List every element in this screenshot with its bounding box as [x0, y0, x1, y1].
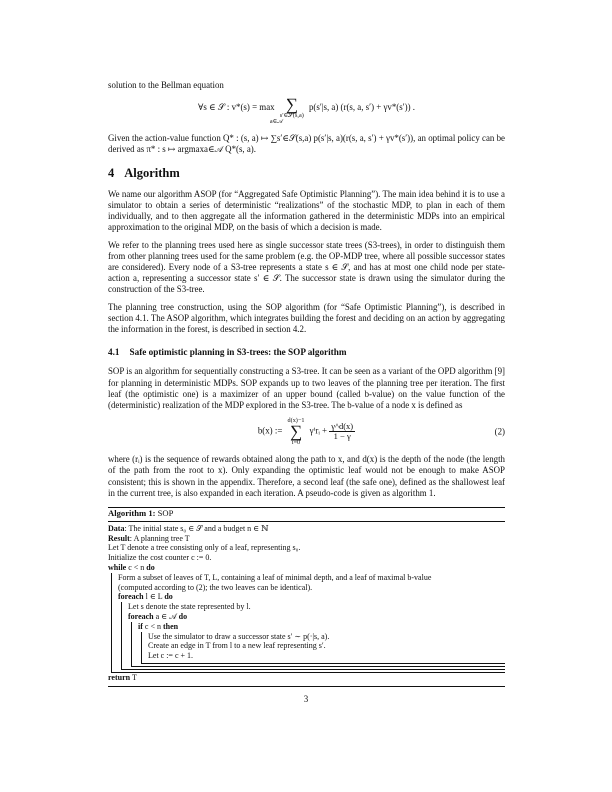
eq-sum-sup: d(x)−1 — [287, 417, 305, 425]
algo-text: : A planning tree T — [129, 533, 190, 543]
algo-keyword: Result — [108, 533, 130, 543]
algo-result-line — [108, 534, 505, 544]
eq-frac-den: 1 − γ — [333, 431, 351, 442]
algo-text: a ∈ 𝒜 — [155, 612, 177, 622]
algo-line: Use the simulator to draw a successor state s′ ∼ p(·|s, a). — [148, 631, 330, 641]
bvalue-equation — [108, 417, 505, 446]
algo-line: Let T denote a tree consisting only of a leaf, representing s₀. — [108, 543, 301, 553]
subsection-heading — [108, 347, 505, 358]
algo-keyword: do — [164, 592, 173, 602]
sum-symbol: ∑ — [285, 95, 298, 115]
algo-keyword: foreach — [118, 592, 144, 602]
eq-sum-sub: i=0 — [291, 439, 301, 447]
intro-line: solution to the Bellman equation — [108, 80, 224, 90]
algo-foreach-line — [128, 612, 505, 622]
algorithm-box — [108, 507, 505, 687]
section-heading — [108, 165, 505, 180]
algo-keyword: Data — [108, 523, 125, 533]
algo-line: Let s denote the state represented by l. — [128, 602, 251, 612]
algo-line: Form a subset of leaves of T, L, containing a leaf of minimal depth, and a leaf of maximal b-value — [118, 572, 432, 582]
eq-frac-num: γ^d(x) — [331, 421, 354, 432]
algo-while-line — [108, 563, 505, 573]
section-paragraph: We refer to the planning trees used here as single successor state trees (S3-trees), in order to distinguish them from other planning trees used for the same problem (e.g. the OP-MDP tree, where all possible successor states are considered). Every node of a S3-tree represents a state s ∈ 𝒮, and has at most one child node per state-action a, representing a successor state s′ ∈ 𝒮. The successor state is drawn using the simulator during the construction of the S3-tree. — [108, 239, 505, 295]
if-block — [141, 632, 505, 664]
section-paragraph: We name our algorithm ASOP (for “Aggregated Safe Optimistic Planning”). The main idea behind it is to use a simulator to obtain a series of deterministic “realizations” of the stochastic MDP, to plan in each of them individually, and to then aggregate all the information gathered in the deterministic MDPs into an empirical approximation to the original MDP, on the basis of which a decision is made. — [108, 188, 505, 233]
algorithm-title — [108, 508, 505, 522]
algo-keyword: if — [138, 621, 143, 631]
algo-keyword: do — [178, 612, 188, 622]
algo-text: T — [131, 673, 137, 683]
bellman-rhs: p(s′|s, a) (r(s, a, s′) + γv*(s′)) . — [308, 102, 415, 113]
bellman-max-sub: a∈𝒜 — [269, 118, 284, 126]
algo-foreach-line — [118, 592, 505, 602]
eq-term: γⁱrᵢ + — [309, 425, 328, 436]
algo-return-line — [108, 673, 505, 683]
bellman-equation — [108, 97, 505, 125]
sum-symbol: ∑ — [289, 422, 303, 442]
algo-keyword: return — [108, 673, 131, 683]
eq-sum — [288, 417, 305, 446]
intro-paragraph: Given the action-value function Q* : (s, a) ↦ ∑s′∈𝒮(s,a) p(s′|s, a)(r(s, a, s′) + γv*(s′)), an optimal policy can be derived as π* : s ↦ argmaxa∈𝒜 Q*(s, a). — [108, 133, 505, 155]
algo-if-line — [138, 622, 505, 632]
section-number: 4 — [108, 165, 115, 180]
while-block — [111, 573, 505, 673]
eq-lhs: b(x) := — [257, 425, 283, 436]
algo-line: Create an edge in T from l to a new leaf representing s′. — [148, 641, 326, 651]
algo-line: Let c := c + 1. — [148, 651, 194, 661]
algo-keyword: do — [146, 563, 155, 573]
bellman-lhs: ∀s ∈ 𝒮 : v*(s) = max — [198, 102, 275, 113]
equation-number: (2) — [494, 426, 505, 437]
algo-text: c < n — [128, 563, 145, 573]
algo-keyword: then — [162, 621, 179, 631]
section-title: Algorithm — [124, 165, 180, 180]
algo-keyword: foreach — [128, 612, 154, 622]
foreach-action-block — [131, 622, 505, 667]
algo-text: c < n — [144, 621, 161, 631]
bellman-sum — [280, 97, 304, 119]
algorithm-body — [108, 522, 505, 686]
algo-line: (computed according to (2); the two leaves can be identical). — [118, 582, 313, 592]
subsection-number: 4.1 — [108, 347, 120, 358]
algorithm-name: SOP — [157, 508, 174, 519]
page-content — [108, 80, 505, 687]
subsection-paragraph: SOP is an algorithm for sequentially constructing a S3-tree. It can be seen as a variant of the OPD algorithm [9] for planning in deterministic MDPs. SOP expands up to two leaves of the planning tree per iteration. The first leaf (the optimistic one) is a maximizer of an upper bound (called b-value) on the value function of the (deterministic) realization of the MDP explored in the S3-tree. The b-value of a node x is defined as — [108, 366, 505, 411]
subsection-title: Safe optimistic planning in S3-trees: the SOP algorithm — [129, 347, 347, 358]
subsection-paragraph: where (rᵢ) is the sequence of rewards obtained along the path to x, and d(x) is the depth of the node (the length of the path from the root to x). Only expanding the optimistic leaf would not be enough to make ASOP consistent; this is shown in the appendix. Therefore, a second leaf (the safe one), defined as the shallowest leaf in the current tree, is also expanded in each iteration. A pseudo-code is given as algorithm 1. — [108, 454, 505, 498]
foreach-leaf-block — [121, 602, 505, 670]
algo-text: : The initial state s₀ ∈ 𝒮 and a budget n ∈ ℕ — [124, 523, 269, 533]
section-paragraph: The planning tree construction, using the SOP algorithm (for “Safe Optimistic Planning”), is described in section 4.1. The ASOP algorithm, which integrates building the forest and deciding on an action by aggregating the information in the forest, is described in section 4.2. — [108, 301, 505, 335]
algo-data-line — [108, 524, 505, 534]
algo-keyword: while — [108, 563, 127, 573]
page-number: 3 — [303, 694, 309, 704]
algo-line: Initialize the cost counter c := 0. — [108, 553, 212, 563]
algorithm-label: Algorithm 1: — [108, 508, 156, 519]
bellman-sum-sub: s′∈𝒮(s,a) — [279, 112, 304, 120]
eq-fraction — [329, 422, 355, 441]
algo-text: l ∈ L — [145, 592, 163, 602]
